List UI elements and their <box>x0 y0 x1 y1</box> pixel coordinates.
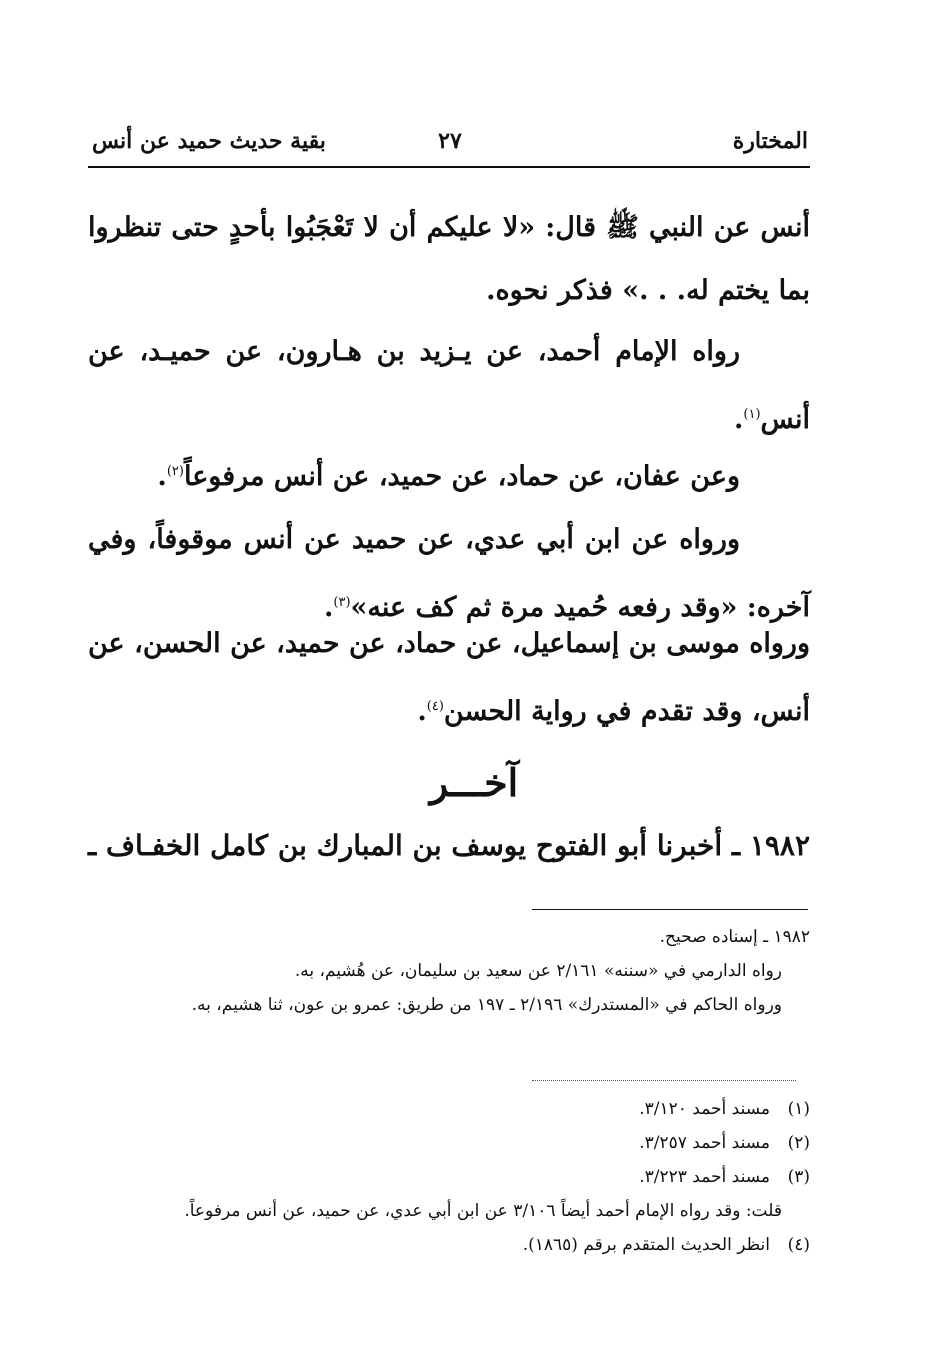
footnote-item <box>80 1194 810 1228</box>
footnote-separator <box>532 909 808 910</box>
footnote-text: مسند أحمد ٣/٢٥٧. <box>639 1133 770 1153</box>
header-rule <box>88 166 810 168</box>
footnote-text: قلت: وقد رواه الإمام أحمد أيضاً ٣/١٠٦ عن ابن أبي عدي، عن حميد، عن أنس مرفوعاً. <box>184 1201 782 1221</box>
header-book-title: المختارة <box>732 128 808 154</box>
footnote-ref[interactable]: (٤) <box>426 699 444 714</box>
footnote-ref[interactable]: (٣) <box>333 595 351 610</box>
footnote-separator-dotted <box>532 1080 796 1081</box>
footnote-text: مسند أحمد ٣/١٢٠. <box>639 1099 770 1119</box>
body-text: أنس عن النبي ﷺ قال: «لا عليكم أن لا تَعْجَبُوا بأحدٍ حتى تنظروا بما يختم له. . .» فذكر نحوه. <box>88 212 810 306</box>
hadith-line: ١٩٨٢ ـ أخبرنا أبو الفتوح يوسف بن المبارك بن كامل الخفـاف ـ <box>88 829 810 862</box>
punctuation: . <box>734 404 744 435</box>
body-paragraph-3 <box>88 440 810 508</box>
reference-footnotes <box>80 1092 810 1262</box>
header-chapter-title: بقية حديث حميد عن أنس <box>92 128 326 154</box>
footnote-text: انظر الحديث المتقدم برقم (١٨٦٥). <box>522 1235 770 1255</box>
commentary-line: ورواه الحاكم في «المستدرك» ٢/١٩٦ ـ ١٩٧ من طريق: عمرو بن عون، ثنا هشيم، به. <box>191 995 782 1015</box>
body-text: ورواه عن ابن أبي عدي، عن حميد عن أنس موقوفاً، وفي آخره: «وقد رفعه حُميد مرة ثم كف عنه» <box>88 524 810 623</box>
footnote-number: (٢) <box>787 1133 810 1153</box>
punctuation: . <box>417 696 427 727</box>
section-title: آخـــر <box>429 760 519 805</box>
commentary-line: رواه الدارمي في «سننه» ٢/١٦١ عن سعيد بن سليمان، عن هُشيم، به. <box>294 961 782 981</box>
body-paragraph-5 <box>88 612 810 743</box>
commentary-footnotes <box>80 920 810 1022</box>
running-header <box>92 128 808 162</box>
punctuation: . <box>323 592 334 623</box>
body-text: وعن عفان، عن حماد، عن حميد، عن أنس مرفوعاً <box>183 461 740 492</box>
punctuation: . <box>157 461 167 492</box>
footnote-item <box>80 1092 810 1126</box>
footnote-number: (٤) <box>787 1235 810 1255</box>
footnote-number: (٣) <box>787 1167 810 1187</box>
footnote-ref[interactable]: (١) <box>743 407 761 422</box>
footnote-item <box>80 1228 810 1262</box>
footnote-item <box>80 1160 810 1194</box>
footnote-ref[interactable]: (٢) <box>166 464 184 479</box>
commentary-line: ١٩٨٢ ـ إسناده صحيح. <box>659 927 810 947</box>
body-text: ورواه موسى بن إسماعيل، عن حماد، عن حميد، عن الحسن، عن أنس، وقد تقدم في رواية الحسن <box>88 628 810 727</box>
page-number: ٢٧ <box>438 128 462 154</box>
body-paragraph-1 <box>88 196 810 322</box>
footnote-number: (١) <box>787 1099 810 1119</box>
footnote-text: مسند أحمد ٣/٢٢٣. <box>639 1167 770 1187</box>
body-text: رواه الإمام أحمد، عن يـزيد بن هـارون، عن حميـد، عن أنس <box>88 336 810 435</box>
body-paragraph-2 <box>88 320 810 451</box>
footnote-item <box>80 1126 810 1160</box>
